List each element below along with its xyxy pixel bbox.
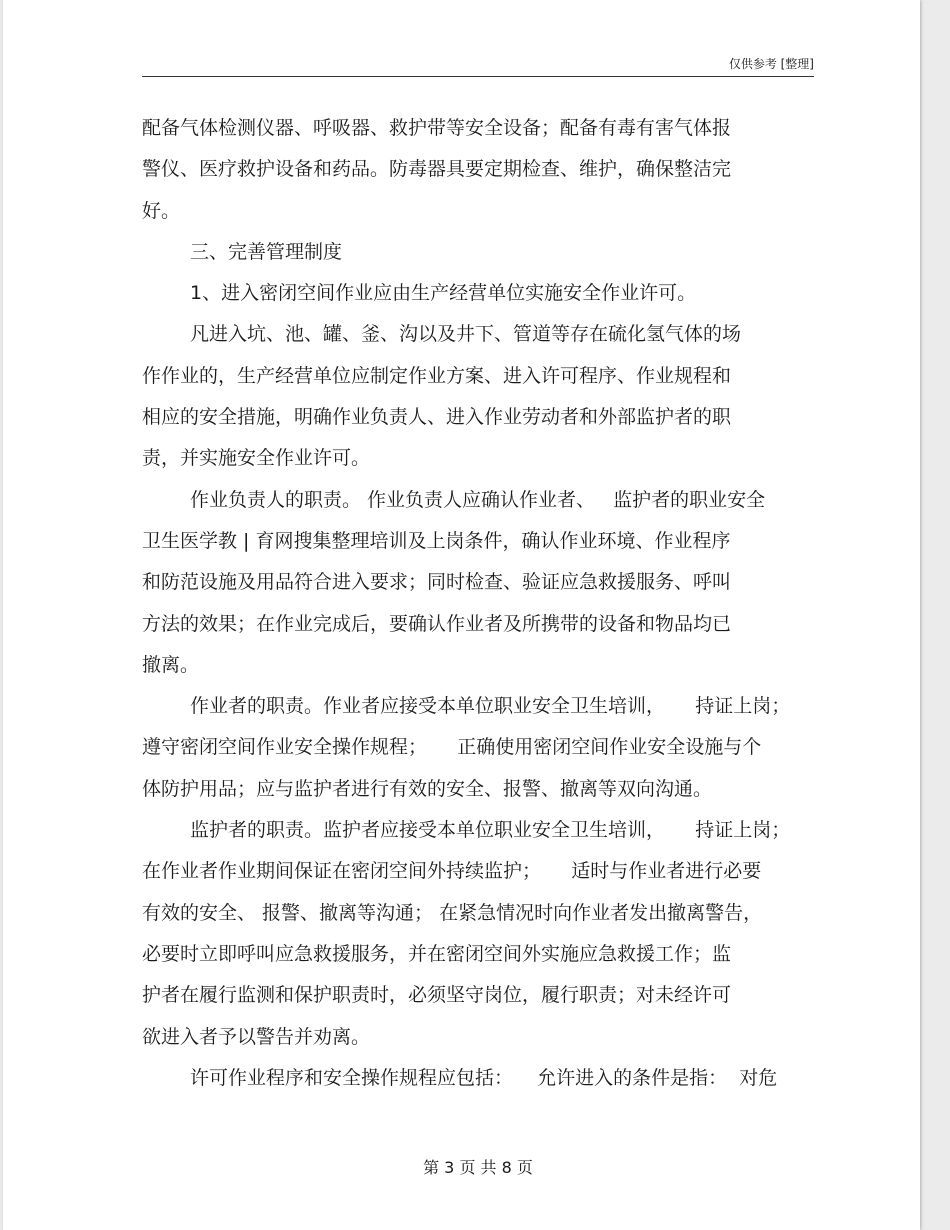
header-rule (142, 76, 814, 77)
text-line: 有效的安全、 报警、撤离等沟通； 在紧急情况时向作业者发出撤离警告， (142, 901, 763, 924)
text-line: 护者在履行监测和保护职责时，必须坚守岗位，履行职责；对未经许可 (142, 984, 732, 1007)
text-line: 好。 (142, 199, 181, 222)
text-line: 配备气体检测仪器、呼吸器、救护带等安全设备；配备有毒有害气体报 (142, 117, 732, 139)
text-line: 体防护用品；应与监护者进行有效的安全、报警、撤离等双向沟通。 (142, 777, 713, 800)
text-line: 作作业的，生产经营单位应制定作业方案、进入许可程序、作业规程和 (142, 364, 732, 387)
section-heading: 三、完善管理制度 (190, 240, 343, 263)
text-line: 撤离。 (142, 653, 200, 676)
text-line: 在作业者作业期间保证在密闭空间外持续监护； 适时与作业者进行必要 (142, 860, 762, 883)
subsection-heading: 1、进入密闭空间作业应由生产经营单位实施安全作业许可。 (190, 282, 697, 305)
text-line: 作业负责人的职责。 作业负责人应确认作业者、 监护者的职业安全 (190, 488, 766, 511)
text-line: 作业者的职责。作业者应接受本单位职业安全卫生培训， 持证上岗； (190, 695, 791, 718)
text-line: 许可作业程序和安全操作规程应包括： 允许进入的条件是指： 对危 (190, 1066, 778, 1089)
text-line: 监护者的职责。监护者应接受本单位职业安全卫生培训， 持证上岗； (190, 819, 791, 842)
text-line: 凡进入坑、池、罐、釜、沟以及井下、管道等存在硫化氢气体的场 (190, 323, 742, 346)
text-line: 警仪、医疗救护设备和药品。防毒器具要定期检查、维护，确保整洁完 (142, 158, 732, 181)
document-page (3, 0, 920, 1230)
text-line: 方法的效果；在作业完成后，要确认作业者及所携带的设备和物品均已 (142, 612, 732, 635)
page-footer: 第 3 页 共 8 页 (423, 1158, 533, 1177)
text-line: 责，并实施安全作业许可。 (142, 447, 371, 470)
document-body (142, 108, 814, 1099)
page-header: 仅供参考 [整理] (728, 57, 814, 71)
text-line: 遵守密闭空间作业安全操作规程； 正确使用密闭空间作业安全设施与个 (142, 736, 762, 759)
text-line: 和防范设施及用品符合进入要求；同时检查、验证应急救援服务、呼叫 (142, 571, 732, 594)
text-line: 必要时立即呼叫应急救援服务，并在密闭空间外实施应急救援工作；监 (142, 942, 732, 965)
text-line: 欲进入者予以警告并劝离。 (142, 1025, 371, 1048)
text-line: 相应的安全措施，明确作业负责人、进入作业劳动者和外部监护者的职 (142, 406, 732, 429)
text-line: 卫生医学教 | 育网搜集整理培训及上岗条件，确认作业环境、作业程序 (142, 529, 731, 552)
